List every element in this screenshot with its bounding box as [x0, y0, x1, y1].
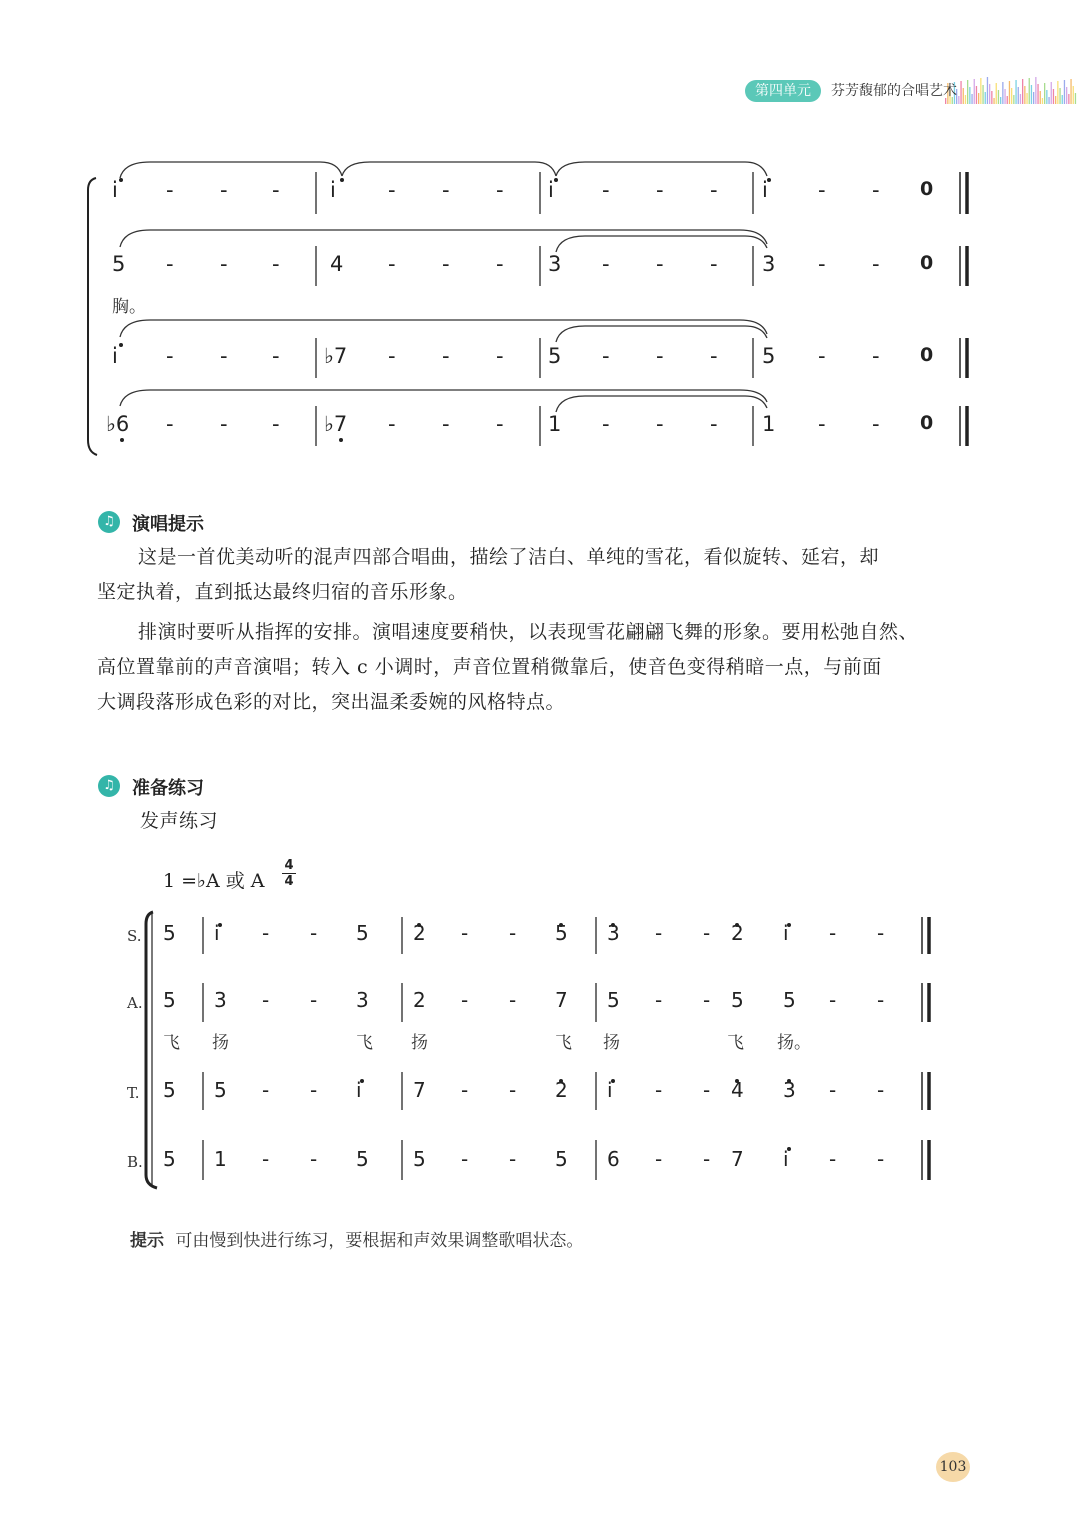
score1-note: -	[442, 344, 450, 368]
score2-note: 7	[731, 1147, 744, 1171]
singing-tips-para1-line2: 坚定执着，直到抵达最终归宿的音乐形象。	[97, 581, 468, 603]
score2-note: -	[262, 988, 270, 1012]
score2-note: 6	[607, 1147, 620, 1171]
preparation-title: 准备练习	[132, 778, 204, 799]
singing-tips-para2-line1: 排演时要听从指挥的安排。演唱速度要稍快，以表现雪花翩翩飞舞的形象。要用松弛自然、	[138, 621, 919, 643]
score2-note: -	[703, 921, 711, 945]
score2-note: -	[829, 1147, 837, 1171]
score1-note: i	[112, 178, 118, 202]
score1-note: 1	[762, 412, 776, 436]
unit-badge: 第四单元	[745, 80, 821, 102]
score1-note: -	[388, 344, 396, 368]
preparation-lyric: 扬	[411, 1033, 428, 1053]
score1-note: 0	[920, 178, 934, 200]
score1-note: -	[602, 178, 610, 202]
score2-note: -	[262, 921, 270, 945]
score1-note: -	[872, 252, 880, 276]
score1-note: -	[166, 344, 174, 368]
preparation-lyric: 扬	[212, 1033, 229, 1053]
score2-note: -	[703, 988, 711, 1012]
score1-note: -	[166, 178, 174, 202]
score2-note: 7	[555, 988, 568, 1012]
music-note-icon: ♫	[98, 511, 120, 533]
score1-note: -	[496, 412, 504, 436]
score1-note: -	[656, 178, 664, 202]
score1-note: -	[818, 252, 826, 276]
score1-note: -	[272, 344, 280, 368]
score1-note: i	[762, 178, 768, 202]
score2-note: 4	[731, 1078, 744, 1102]
preparation-lyric: 飞	[555, 1033, 572, 1053]
score1-note: -	[496, 178, 504, 202]
tip-label: 提示	[130, 1231, 164, 1251]
score2-note: -	[829, 921, 837, 945]
score2-note: 5	[356, 921, 369, 945]
voice-label: S.	[127, 927, 142, 945]
score1-note: -	[272, 178, 280, 202]
score1-note: 0	[920, 344, 934, 366]
singing-tips-para1-line1: 这是一首优美动听的混声四部合唱曲，描绘了洁白、单纯的雪花，看似旋转、延宕，却	[138, 546, 880, 568]
score1-note: -	[656, 344, 664, 368]
score1-note: -	[442, 178, 450, 202]
score2-note: 2	[413, 921, 426, 945]
score2-note: -	[461, 1078, 469, 1102]
score1-note: 5	[112, 252, 126, 276]
score1-note: -	[272, 252, 280, 276]
score1-note: -	[710, 344, 718, 368]
score1-note: -	[272, 412, 280, 436]
score1-note: 0	[920, 412, 934, 434]
score1-note: -	[872, 344, 880, 368]
score1-note: i	[548, 178, 554, 202]
score2-note: 5	[783, 988, 796, 1012]
score2-note: 7	[413, 1078, 426, 1102]
singing-tips-title: 演唱提示	[132, 514, 204, 535]
score1-note: -	[496, 252, 504, 276]
score2-note: i	[783, 1147, 789, 1171]
preparation-subtitle: 发声练习	[140, 810, 219, 832]
voice-label: B.	[127, 1153, 143, 1171]
music-note-icon: ♫	[98, 775, 120, 797]
score1-note: ♭6	[106, 412, 130, 436]
score1-note: -	[388, 252, 396, 276]
score2-note: 3	[607, 921, 620, 945]
score1-note: -	[872, 178, 880, 202]
score1-note: -	[818, 412, 826, 436]
lyric-chest: 胸。	[112, 297, 146, 317]
unit-title: 芬芳馥郁的合唱艺术	[831, 83, 957, 99]
score2-note: -	[310, 1147, 318, 1171]
score1-note: -	[220, 252, 228, 276]
score2-note: i	[607, 1078, 613, 1102]
score2-note: 5	[731, 988, 744, 1012]
score1-note: i	[112, 344, 118, 368]
score1-note: -	[388, 412, 396, 436]
score1-note: -	[602, 252, 610, 276]
score1-note: 5	[762, 344, 776, 368]
score1-note: 3	[548, 252, 562, 276]
score2-note: 2	[413, 988, 426, 1012]
score2-note: 5	[214, 1078, 227, 1102]
score1-note: -	[166, 412, 174, 436]
score2-note: 5	[413, 1147, 426, 1171]
score1-note: -	[166, 252, 174, 276]
score2-note: 1	[214, 1147, 227, 1171]
score2-note: 5	[555, 1147, 568, 1171]
score1-note: -	[388, 178, 396, 202]
key-signature: 1 =♭A 或 A	[163, 870, 265, 892]
score2-note: 2	[555, 1078, 568, 1102]
score1-note: ♭7	[324, 412, 348, 436]
score1-note: -	[710, 412, 718, 436]
score1-note: -	[656, 252, 664, 276]
score2-note: 5	[356, 1147, 369, 1171]
score2-note: 3	[214, 988, 227, 1012]
score2-note: -	[461, 921, 469, 945]
score1-note: -	[710, 252, 718, 276]
score1-note: -	[220, 412, 228, 436]
score2-note: -	[310, 988, 318, 1012]
score2-note: -	[829, 1078, 837, 1102]
score2-note: -	[655, 1147, 663, 1171]
score2-note: 2	[731, 921, 744, 945]
singing-tips-para2-line2: 高位置靠前的声音演唱；转入 c 小调时，声音位置稍微靠后，使音色变得稍暗一点，与前面	[97, 656, 882, 678]
score1-note: 4	[330, 252, 344, 276]
score2-note: -	[262, 1078, 270, 1102]
score1-note: -	[602, 344, 610, 368]
score1-note: -	[872, 412, 880, 436]
score1-note: i	[330, 178, 336, 202]
time-signature-top: 4	[284, 858, 294, 873]
page-number: 103	[936, 1452, 970, 1482]
score2-note: -	[509, 921, 517, 945]
score2-note: -	[509, 1078, 517, 1102]
voice-label: A.	[127, 994, 143, 1012]
score1-note: -	[496, 344, 504, 368]
preparation-lyric: 飞	[727, 1033, 744, 1053]
score2-note: i	[783, 921, 789, 945]
preparation-lyric: 飞	[163, 1033, 180, 1053]
score2-note: 5	[163, 1078, 176, 1102]
score2-note: -	[703, 1078, 711, 1102]
score1-note: ♭7	[324, 344, 348, 368]
tip-line	[130, 1226, 583, 1251]
score1-note: -	[220, 344, 228, 368]
preparation-lyric: 扬	[603, 1033, 620, 1053]
score2-note: 5	[163, 988, 176, 1012]
score1-note: -	[656, 412, 664, 436]
score1-note: -	[602, 412, 610, 436]
score2-note: 5	[163, 1147, 176, 1171]
score1-note: -	[220, 178, 228, 202]
score2-note: i	[214, 921, 220, 945]
score2-note: 5	[555, 921, 568, 945]
score1-note: 3	[762, 252, 776, 276]
score2-note: -	[310, 921, 318, 945]
score2-note: -	[877, 988, 885, 1012]
score2-note: -	[310, 1078, 318, 1102]
score2-note: -	[509, 988, 517, 1012]
score2-note: -	[655, 1078, 663, 1102]
score1-note: -	[818, 344, 826, 368]
score2-note: 5	[607, 988, 620, 1012]
score1-note: 5	[548, 344, 562, 368]
score2-note: -	[703, 1147, 711, 1171]
score2-note: 5	[163, 921, 176, 945]
score2-note: 3	[783, 1078, 796, 1102]
singing-tips-para2-line3: 大调段落形成色彩的对比，突出温柔委婉的风格特点。	[97, 691, 566, 713]
score2-note: i	[356, 1078, 362, 1102]
preparation-lyric: 飞	[356, 1033, 373, 1053]
voice-label: T.	[127, 1084, 140, 1102]
score2-note: -	[655, 921, 663, 945]
score2-note: -	[877, 921, 885, 945]
score2-note: -	[262, 1147, 270, 1171]
score1-note: -	[710, 178, 718, 202]
score2-note: 3	[356, 988, 369, 1012]
score2-note: -	[461, 988, 469, 1012]
score2-note: -	[509, 1147, 517, 1171]
time-signature-bottom: 4	[282, 873, 296, 889]
score2-note: -	[877, 1147, 885, 1171]
score2-note: -	[461, 1147, 469, 1171]
preparation-lyric: 扬。	[777, 1033, 811, 1053]
score2-note: -	[655, 988, 663, 1012]
score1-note: -	[442, 252, 450, 276]
score2-note: -	[877, 1078, 885, 1102]
score1-note: -	[442, 412, 450, 436]
score1-note: 0	[920, 252, 934, 274]
score1-note: -	[818, 178, 826, 202]
score1-note: 1	[548, 412, 562, 436]
score2-note: -	[829, 988, 837, 1012]
tip-text: 可由慢到快进行练习，要根据和声效果调整歌唱状态。	[175, 1231, 584, 1251]
